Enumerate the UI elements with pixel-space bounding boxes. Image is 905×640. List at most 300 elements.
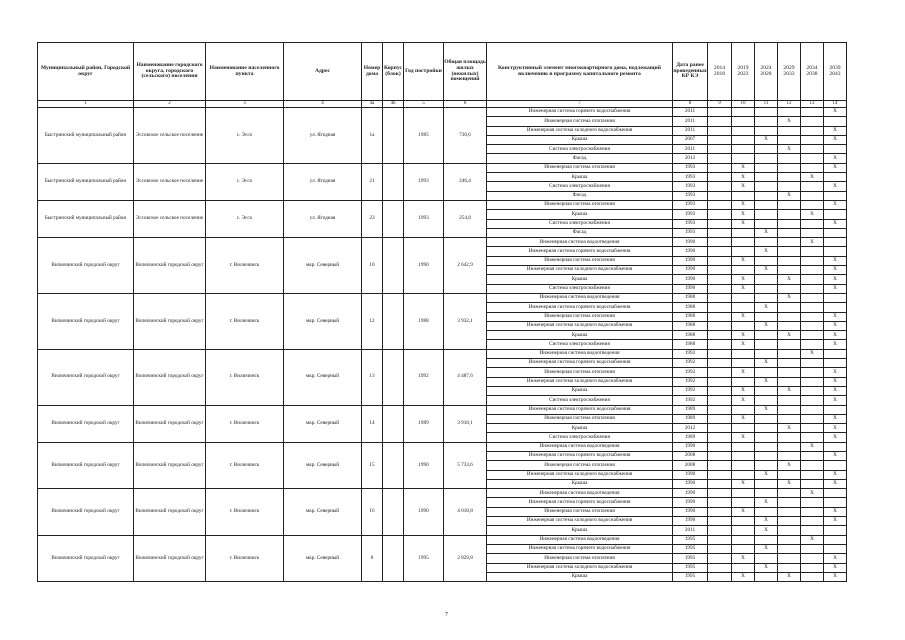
period-mark-cell <box>824 303 847 312</box>
period-mark-cell <box>708 470 732 479</box>
previous-repair-date-cell: 1989 <box>673 433 708 442</box>
structural-element-cell: Инженерная система холодного водоснабжения <box>487 470 673 479</box>
period-mark-cell <box>801 396 824 405</box>
period-mark-cell <box>708 414 732 423</box>
period-mark-cell <box>708 238 732 247</box>
house-number-cell: 10 <box>362 238 383 294</box>
period-mark-cell <box>824 535 847 544</box>
period-mark-cell <box>732 405 755 414</box>
table-row <box>38 535 847 544</box>
period-mark-cell: X <box>824 517 847 526</box>
district-cell: Вилючинский городской округ <box>38 349 134 405</box>
page-number: 7 <box>445 612 448 618</box>
period-mark-cell <box>708 359 732 368</box>
period-mark-cell: X <box>801 442 824 451</box>
previous-repair-date-cell: 2011 <box>673 126 708 135</box>
period-mark-cell: X <box>824 163 847 172</box>
structural-element-cell: Фасад <box>487 228 673 237</box>
period-mark-cell: X <box>755 526 778 535</box>
period-mark-cell <box>801 340 824 349</box>
period-mark-cell <box>732 377 755 386</box>
structural-element-cell: Крыша <box>487 173 673 182</box>
period-mark-cell <box>732 526 755 535</box>
period-mark-cell <box>778 256 801 265</box>
period-mark-cell <box>801 359 824 368</box>
period-mark-cell <box>755 507 778 516</box>
period-mark-cell <box>755 210 778 219</box>
period-mark-cell: X <box>824 331 847 340</box>
district-cell: Вилючинский городской округ <box>38 405 134 442</box>
structural-element-cell: Инженерная система отопления <box>487 554 673 563</box>
district-cell: Вилючинский городской округ <box>38 293 134 349</box>
period-mark-cell <box>732 461 755 470</box>
period-mark-cell: X <box>732 507 755 516</box>
previous-repair-date-cell: 1990 <box>673 266 708 275</box>
period-mark-cell <box>801 117 824 126</box>
column-header: Корпус (блок) <box>383 43 404 101</box>
structural-element-cell: Инженерная система горячего водоснабжения <box>487 247 673 256</box>
structural-element-cell: Система электроснабжения <box>487 340 673 349</box>
period-mark-cell <box>708 145 732 154</box>
header-row <box>38 43 847 101</box>
area-cell: 4 487,6 <box>444 349 487 405</box>
district-cell: Вилючинский городской округ <box>38 535 134 581</box>
period-mark-cell: X <box>755 498 778 507</box>
period-mark-cell <box>708 210 732 219</box>
period-mark-cell: X <box>824 507 847 516</box>
previous-repair-date-cell: 1990 <box>673 517 708 526</box>
period-mark-cell <box>732 563 755 572</box>
period-mark-cell: X <box>778 331 801 340</box>
previous-repair-date-cell: 1990 <box>673 470 708 479</box>
period-mark-cell <box>778 303 801 312</box>
period-mark-cell <box>824 349 847 358</box>
column-header: Год постройки <box>404 43 444 101</box>
locality-cell: г. Вилючинск <box>206 442 284 488</box>
period-mark-cell: X <box>778 293 801 302</box>
period-mark-cell: X <box>824 275 847 284</box>
previous-repair-date-cell: 2007 <box>673 135 708 144</box>
period-mark-cell <box>755 126 778 135</box>
period-mark-cell: X <box>824 126 847 135</box>
period-mark-cell <box>778 219 801 228</box>
period-mark-cell <box>708 191 732 200</box>
period-mark-cell <box>708 498 732 507</box>
period-mark-cell <box>708 312 732 321</box>
period-mark-cell <box>708 544 732 553</box>
period-mark-cell <box>778 368 801 377</box>
table-row <box>38 163 847 172</box>
period-mark-cell <box>708 517 732 526</box>
column-number: 7 <box>487 101 673 108</box>
period-mark-cell <box>801 200 824 209</box>
structural-element-cell: Инженерная система водоотведения <box>487 535 673 544</box>
area-cell: 730,6 <box>444 108 487 164</box>
period-mark-cell: X <box>824 312 847 321</box>
period-mark-cell <box>824 117 847 126</box>
period-mark-cell <box>801 228 824 237</box>
structural-element-cell: Инженерная система холодного водоснабжения <box>487 126 673 135</box>
period-mark-cell <box>778 340 801 349</box>
column-number: 10 <box>732 101 755 108</box>
previous-repair-date-cell: 1995 <box>673 554 708 563</box>
previous-repair-date-cell: 1993 <box>673 173 708 182</box>
period-mark-cell <box>824 173 847 182</box>
previous-repair-date-cell: 1988 <box>673 293 708 302</box>
period-mark-cell <box>732 359 755 368</box>
column-header: 2034 2038 <box>801 43 824 101</box>
period-mark-cell <box>778 173 801 182</box>
period-mark-cell <box>801 424 824 433</box>
period-mark-cell <box>755 461 778 470</box>
structural-element-cell: Инженерная система горячего водоснабжения <box>487 405 673 414</box>
column-number-row <box>38 101 847 108</box>
previous-repair-date-cell: 1989 <box>673 405 708 414</box>
period-mark-cell: X <box>824 433 847 442</box>
structural-element-cell: Инженерная система водоотведения <box>487 489 673 498</box>
period-mark-cell <box>801 386 824 395</box>
period-mark-cell <box>778 507 801 516</box>
period-mark-cell <box>801 312 824 321</box>
period-mark-cell: X <box>778 461 801 470</box>
period-mark-cell <box>801 377 824 386</box>
period-mark-cell: X <box>778 117 801 126</box>
column-number: 13 <box>801 101 824 108</box>
period-mark-cell: X <box>801 489 824 498</box>
column-header: Муниципальный район, Городской округ <box>38 43 134 101</box>
period-mark-cell <box>801 479 824 488</box>
area-cell: 3 918,1 <box>444 405 487 442</box>
period-mark-cell: X <box>732 572 755 581</box>
period-mark-cell <box>755 108 778 117</box>
previous-repair-date-cell: 1988 <box>673 312 708 321</box>
column-number: 3 <box>206 101 284 108</box>
year-built-cell: 1993 <box>404 200 444 237</box>
previous-repair-date-cell: 1993 <box>673 182 708 191</box>
column-number: 14 <box>824 101 847 108</box>
column-number: 5 <box>404 101 444 108</box>
period-mark-cell <box>708 424 732 433</box>
period-mark-cell <box>755 451 778 460</box>
structural-element-cell: Инженерная система горячего водоснабжения <box>487 359 673 368</box>
period-mark-cell <box>801 433 824 442</box>
period-mark-cell: X <box>732 554 755 563</box>
previous-repair-date-cell: 1993 <box>673 163 708 172</box>
period-mark-cell <box>755 433 778 442</box>
period-mark-cell <box>801 554 824 563</box>
previous-repair-date-cell: 2011 <box>673 117 708 126</box>
period-mark-cell <box>778 470 801 479</box>
period-mark-cell <box>801 108 824 117</box>
structural-element-cell: Система электроснабжения <box>487 284 673 293</box>
period-mark-cell: X <box>824 451 847 460</box>
period-mark-cell: X <box>824 479 847 488</box>
period-mark-cell <box>801 526 824 535</box>
period-mark-cell: X <box>824 368 847 377</box>
previous-repair-date-cell: 1990 <box>673 479 708 488</box>
period-mark-cell <box>824 442 847 451</box>
year-built-cell: 1988 <box>404 293 444 349</box>
previous-repair-date-cell: 1993 <box>673 200 708 209</box>
period-mark-cell: X <box>801 238 824 247</box>
period-mark-cell <box>732 517 755 526</box>
period-mark-cell: X <box>778 145 801 154</box>
structural-element-cell: Инженерная система холодного водоснабжения <box>487 563 673 572</box>
period-mark-cell <box>708 117 732 126</box>
period-mark-cell <box>732 535 755 544</box>
previous-repair-date-cell: 1992 <box>673 377 708 386</box>
structural-element-cell: Крыша <box>487 210 673 219</box>
period-mark-cell: X <box>755 228 778 237</box>
period-mark-cell: X <box>732 210 755 219</box>
period-mark-cell: X <box>732 163 755 172</box>
previous-repair-date-cell: 1988 <box>673 321 708 330</box>
structural-element-cell: Инженерная система отопления <box>487 507 673 516</box>
period-mark-cell <box>708 405 732 414</box>
period-mark-cell <box>824 293 847 302</box>
previous-repair-date-cell: 2008 <box>673 461 708 470</box>
period-mark-cell <box>755 554 778 563</box>
structural-element-cell: Инженерная система отопления <box>487 163 673 172</box>
address-cell: мкр. Северный <box>284 489 362 535</box>
settlement-cell: Вилючинский городской округ <box>134 442 206 488</box>
period-mark-cell <box>732 451 755 460</box>
structural-element-cell: Инженерная система горячего водоснабжения <box>487 108 673 117</box>
district-cell: Вилючинский городской округ <box>38 238 134 294</box>
period-mark-cell <box>778 238 801 247</box>
period-mark-cell: X <box>778 572 801 581</box>
address-cell: мкр. Северный <box>284 238 362 294</box>
period-mark-cell <box>755 572 778 581</box>
period-mark-cell <box>801 247 824 256</box>
structural-element-cell: Крыша <box>487 275 673 284</box>
period-mark-cell <box>778 517 801 526</box>
previous-repair-date-cell: 2011 <box>673 526 708 535</box>
settlement-cell: Вилючинский городской округ <box>134 489 206 535</box>
table-row <box>38 200 847 209</box>
year-built-cell: 1990 <box>404 238 444 294</box>
period-mark-cell <box>778 266 801 275</box>
period-mark-cell <box>824 247 847 256</box>
period-mark-cell <box>801 163 824 172</box>
district-cell: Быстринский муниципальный район <box>38 200 134 237</box>
period-mark-cell <box>708 200 732 209</box>
period-mark-cell: X <box>778 479 801 488</box>
address-cell: ул. Ягодная <box>284 108 362 164</box>
period-mark-cell <box>755 535 778 544</box>
period-mark-cell: X <box>824 256 847 265</box>
locality-cell: г. Вилючинск <box>206 238 284 294</box>
period-mark-cell <box>755 331 778 340</box>
period-mark-cell: X <box>755 470 778 479</box>
previous-repair-date-cell: 1993 <box>673 228 708 237</box>
settlement-cell: Вилючинский городской округ <box>134 238 206 294</box>
period-mark-cell <box>824 191 847 200</box>
period-mark-cell <box>778 451 801 460</box>
period-mark-cell: X <box>801 173 824 182</box>
structural-element-cell: Система электроснабжения <box>487 182 673 191</box>
period-mark-cell <box>708 256 732 265</box>
period-mark-cell: X <box>824 414 847 423</box>
structural-element-cell: Инженерная система горячего водоснабжения <box>487 544 673 553</box>
period-mark-cell <box>708 396 732 405</box>
period-mark-cell <box>708 247 732 256</box>
structural-element-cell: Инженерная система горячего водоснабжения <box>487 498 673 507</box>
structural-element-cell: Инженерная система отопления <box>487 461 673 470</box>
area-cell: 2 829,8 <box>444 535 487 581</box>
structural-element-cell: Инженерная система холодного водоснабжения <box>487 321 673 330</box>
period-mark-cell: X <box>824 470 847 479</box>
period-mark-cell: X <box>824 182 847 191</box>
previous-repair-date-cell: 2011 <box>673 108 708 117</box>
period-mark-cell <box>778 108 801 117</box>
previous-repair-date-cell: 1988 <box>673 340 708 349</box>
period-mark-cell: X <box>824 377 847 386</box>
previous-repair-date-cell: 1990 <box>673 489 708 498</box>
block-cell <box>383 108 404 164</box>
previous-repair-date-cell: 1990 <box>673 247 708 256</box>
period-mark-cell <box>824 498 847 507</box>
structural-element-cell: Крыша <box>487 479 673 488</box>
period-mark-cell <box>778 312 801 321</box>
period-mark-cell <box>732 544 755 553</box>
period-mark-cell <box>778 349 801 358</box>
period-mark-cell <box>824 228 847 237</box>
previous-repair-date-cell: 1990 <box>673 498 708 507</box>
period-mark-cell <box>755 386 778 395</box>
previous-repair-date-cell: 1995 <box>673 544 708 553</box>
document-sheet <box>37 42 847 582</box>
structural-element-cell: Крыша <box>487 135 673 144</box>
structural-element-cell: Инженерная система холодного водоснабжения <box>487 377 673 386</box>
period-mark-cell <box>755 424 778 433</box>
period-mark-cell <box>708 340 732 349</box>
previous-repair-date-cell: 1990 <box>673 238 708 247</box>
period-mark-cell: X <box>732 275 755 284</box>
column-header: Наименование населенного пункта <box>206 43 284 101</box>
year-built-cell: 1990 <box>404 442 444 488</box>
block-cell <box>383 349 404 405</box>
house-number-cell: 14 <box>362 405 383 442</box>
table-row <box>38 108 847 117</box>
settlement-cell: Эссовское сельское поселение <box>134 200 206 237</box>
period-mark-cell <box>801 368 824 377</box>
previous-repair-date-cell: 2011 <box>673 145 708 154</box>
structural-element-cell: Инженерная система отопления <box>487 414 673 423</box>
period-mark-cell: X <box>824 219 847 228</box>
period-mark-cell <box>778 489 801 498</box>
table-row <box>38 405 847 414</box>
structural-element-cell: Фасад <box>487 191 673 200</box>
block-cell <box>383 293 404 349</box>
locality-cell: г. Вилючинск <box>206 535 284 581</box>
period-mark-cell: X <box>732 312 755 321</box>
period-mark-cell: X <box>824 135 847 144</box>
period-mark-cell <box>801 303 824 312</box>
period-mark-cell: X <box>778 386 801 395</box>
period-mark-cell: X <box>824 154 847 163</box>
previous-repair-date-cell: 1990 <box>673 256 708 265</box>
period-mark-cell <box>778 396 801 405</box>
period-mark-cell <box>755 191 778 200</box>
period-mark-cell <box>708 108 732 117</box>
period-mark-cell: X <box>824 424 847 433</box>
column-header: Номер дома <box>362 43 383 101</box>
period-mark-cell <box>801 572 824 581</box>
locality-cell: г. Вилючинск <box>206 349 284 405</box>
period-mark-cell: X <box>732 433 755 442</box>
table-row <box>38 238 847 247</box>
previous-repair-date-cell: 1995 <box>673 535 708 544</box>
settlement-cell: Вилючинский городской округ <box>134 535 206 581</box>
period-mark-cell <box>708 228 732 237</box>
period-mark-cell <box>801 461 824 470</box>
column-number: 4 <box>284 101 362 108</box>
period-mark-cell <box>755 117 778 126</box>
period-mark-cell <box>708 507 732 516</box>
period-mark-cell: X <box>824 321 847 330</box>
period-mark-cell <box>824 489 847 498</box>
period-mark-cell: X <box>732 256 755 265</box>
block-cell <box>383 200 404 237</box>
block-cell <box>383 535 404 581</box>
period-mark-cell: X <box>755 247 778 256</box>
previous-repair-date-cell: 1995 <box>673 572 708 581</box>
structural-element-cell: Инженерная система отопления <box>487 117 673 126</box>
address-cell: мкр. Северный <box>284 535 362 581</box>
period-mark-cell <box>708 182 732 191</box>
structural-element-cell: Инженерная система отопления <box>487 256 673 265</box>
period-mark-cell <box>778 182 801 191</box>
previous-repair-date-cell: 1989 <box>673 414 708 423</box>
previous-repair-date-cell: 1990 <box>673 275 708 284</box>
district-cell: Вилючинский городской округ <box>38 489 134 535</box>
period-mark-cell: X <box>732 219 755 228</box>
period-mark-cell <box>778 377 801 386</box>
period-mark-cell <box>755 442 778 451</box>
structural-element-cell: Инженерная система холодного водоснабжения <box>487 517 673 526</box>
period-mark-cell <box>755 312 778 321</box>
previous-repair-date-cell: 1992 <box>673 368 708 377</box>
period-mark-cell <box>755 256 778 265</box>
period-mark-cell <box>824 238 847 247</box>
period-mark-cell <box>708 554 732 563</box>
period-mark-cell <box>801 507 824 516</box>
period-mark-cell <box>824 210 847 219</box>
area-cell: 4 018,8 <box>444 489 487 535</box>
period-mark-cell: X <box>801 535 824 544</box>
period-mark-cell <box>755 182 778 191</box>
structural-element-cell: Фасад <box>487 154 673 163</box>
period-mark-cell: X <box>824 396 847 405</box>
period-mark-cell <box>801 154 824 163</box>
structural-element-cell: Инженерная система горячего водоснабжения <box>487 303 673 312</box>
structural-element-cell: Инженерная система отопления <box>487 200 673 209</box>
period-mark-cell: X <box>755 563 778 572</box>
period-mark-cell <box>708 368 732 377</box>
structural-element-cell: Инженерная система водоотведения <box>487 349 673 358</box>
structural-element-cell: Инженерная система горячего водоснабжения <box>487 451 673 460</box>
period-mark-cell <box>732 321 755 330</box>
column-header: 2019 2023 <box>732 43 755 101</box>
period-mark-cell: X <box>732 173 755 182</box>
period-mark-cell <box>778 210 801 219</box>
previous-repair-date-cell: 1992 <box>673 359 708 368</box>
period-mark-cell <box>778 544 801 553</box>
period-mark-cell <box>708 303 732 312</box>
period-mark-cell <box>708 386 732 395</box>
column-number: 9 <box>708 101 732 108</box>
